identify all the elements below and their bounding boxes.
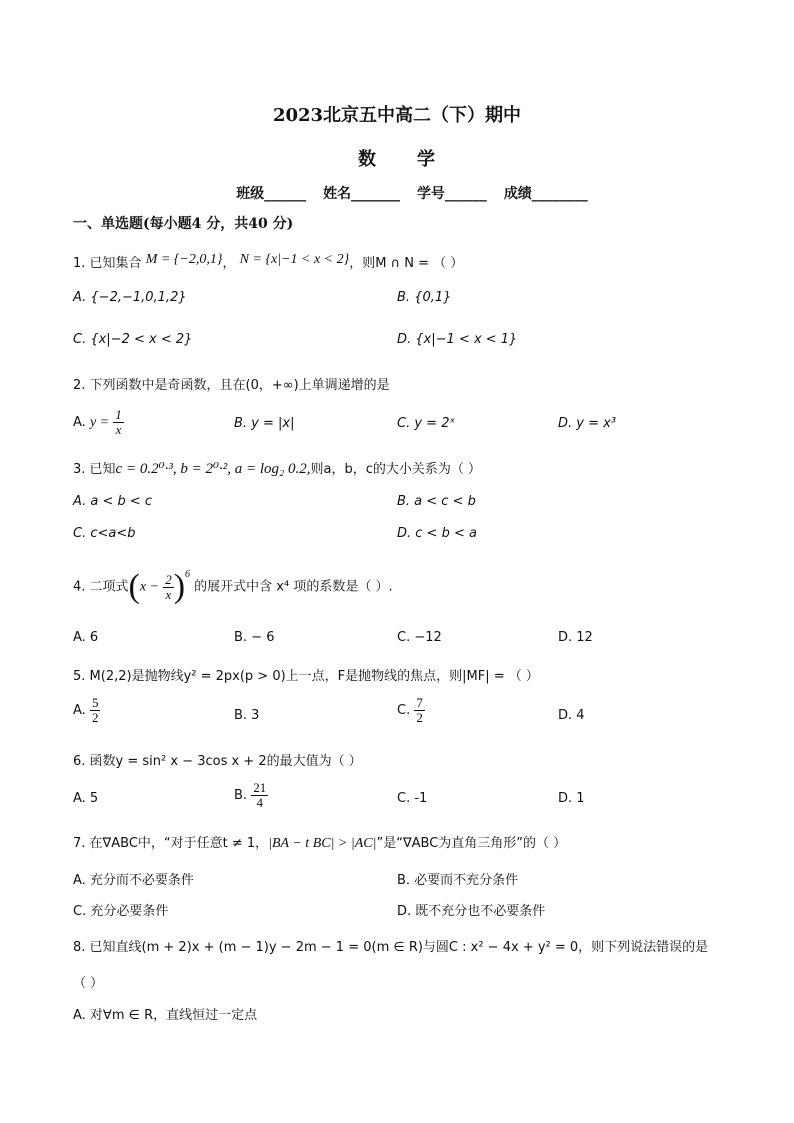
question-1-option-a: A. {−2,−1,0,1,2} [73,290,187,305]
fraction: $\frac{5}{2}$ [91,695,99,725]
question-7-option-b: B. 必要而不充分条件 [397,873,519,888]
question-2-option-c: C. y = 2ˣ [397,416,456,431]
question-6-option-d: D. 1 [558,791,585,806]
question-1-option-b: B. {0,1} [397,290,452,305]
fraction: $\frac{2}{x}$ [165,571,172,602]
question-2-option-a: A. y = $\frac{1}{x}$ [73,407,122,437]
question-4-option-a: A. 6 [73,630,99,645]
question-1-option-c: C. {x|−2 < x < 2} [73,332,193,347]
question-5-option-b: B. 3 [234,708,260,723]
question-5-option-d: D. 4 [558,708,585,723]
question-8-stem-cont: （ ） [73,976,104,991]
question-5-stem: 5. M(2,2)是抛物线y² = 2px(p > 0)上一点，F是抛物线的焦点，则|MF| = （ ） [73,669,539,684]
fraction: $\frac{1}{x}$ [115,407,122,437]
question-2-option-b: B. y = |x| [234,416,295,431]
question-1-option-d: D. {x|−1 < x < 1} [397,332,518,347]
question-2-stem: 2. 下列函数中是奇函数，且在(0，+∞)上单调递增的是 [73,378,390,393]
question-7-option-d: D. 既不充分也不必要条件 [397,904,546,919]
score-field: 成绩________ [503,186,588,202]
question-3-option-d: D. c < b < a [397,526,477,541]
question-6-option-a: A. 5 [73,791,99,806]
exam-title: 2023北京五中高二（下）期中 [272,105,522,126]
question-4-option-d: D. 12 [558,630,593,645]
question-4-stem: 4. 二项式(x − $\frac{2}{x}$ )$^6$ 的展开式中含 x⁴ 项的系数是（ ）. [73,568,393,605]
question-2-option-d: D. y = x³ [558,416,617,431]
subject-char-1: 数 [358,149,377,170]
question-4-option-b: B. − 6 [234,630,275,645]
vector-expression: |BA − t BC| > |AC| [268,836,377,851]
question-7-stem: 7. 在∇ABC中，“对于任意t ≠ 1，|BA − t BC| > |AC|”是“∇ABC为直角三角形”的（ ） [73,836,567,851]
question-3-option-b: B. a < c < b [397,494,476,509]
question-8-stem: 8. 已知直线(m + 2)x + (m − 1)y − 2m − 1 = 0(m ∈ R)与圆C : x² − 4x + y² = 0，则下列说法错误的是 [73,940,709,955]
question-6-option-b: B. $\frac{21}{4}$ [234,780,267,810]
section-heading: 一、单选题(每小题4 分，共40 分) [73,216,294,232]
question-3-stem: 3. 已知c = 0.2⁰·³, b = 2⁰·², a = log₂ 0.2,则a，b，c的大小关系为（ ） [73,461,481,477]
question-1-stem: 1. 已知集合 M = {−2,0,1}， N = {x|−1 < x < 2}，则M ∩ N = （ ） [73,252,464,271]
student-info-line [0,183,794,203]
class-field: 班级______ [236,186,307,202]
subject-char-2: 学 [417,149,436,170]
fraction: $\frac{21}{4}$ [253,780,267,810]
student-id-field: 学号______ [416,186,487,202]
fraction: $\frac{7}{2}$ [416,695,423,725]
question-6-stem: 6. 函数y = sin² x − 3cos x + 2的最大值为（ ） [73,754,362,769]
question-3-option-c: C. c<a<b [73,526,136,541]
question-8-option-a: A. 对∀m ∈ R，直线恒过一定点 [73,1008,258,1023]
question-5-option-a: A. $\frac{5}{2}$ [73,695,99,725]
question-7-option-a: A. 充分而不必要条件 [73,873,194,888]
question-6-option-c: C. -1 [397,791,428,806]
question-3-option-a: A. a < b < c [73,494,153,509]
question-4-option-c: C. −12 [397,630,442,645]
question-5-option-c: C. $\frac{7}{2}$ [397,695,423,725]
name-field: 姓名_______ [323,186,401,202]
subject-title [0,145,794,171]
question-7-option-c: C. 充分必要条件 [73,904,169,919]
